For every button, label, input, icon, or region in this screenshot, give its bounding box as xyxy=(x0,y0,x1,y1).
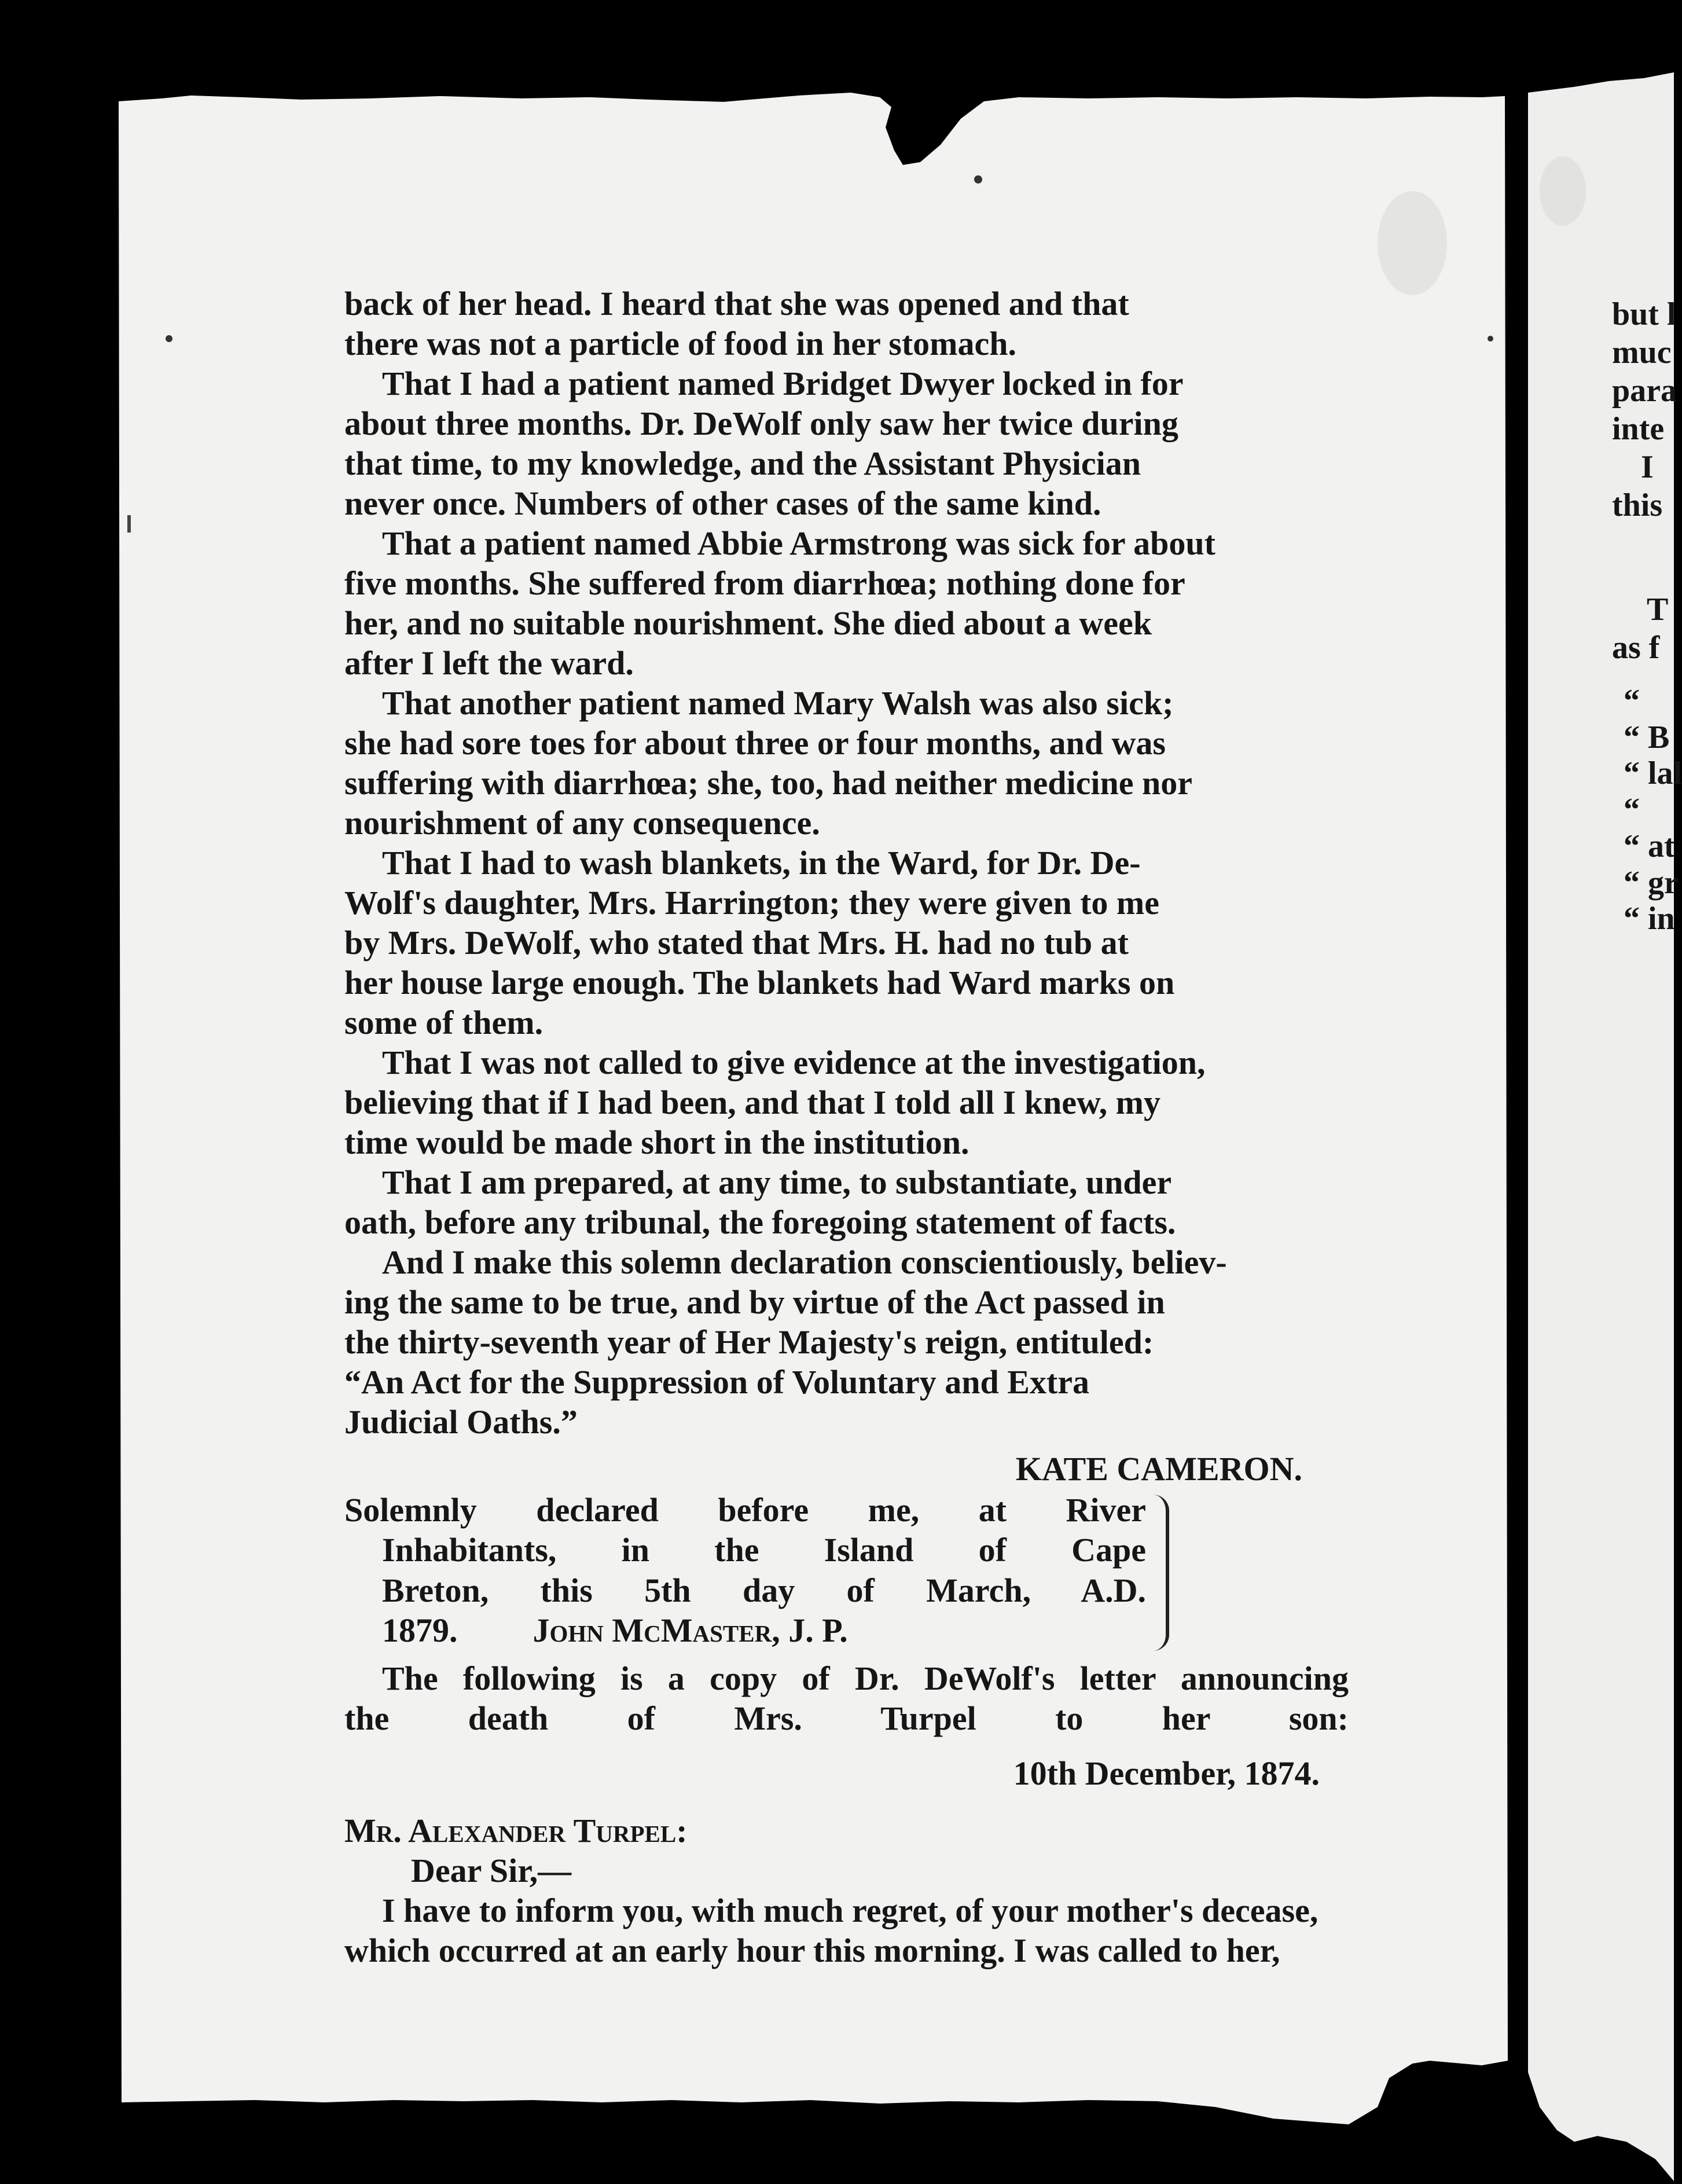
text-line: the death of Mrs. Turpel to her son: xyxy=(344,1699,1349,1737)
letter-addressee: Mr. Alexander Turpel: xyxy=(344,1811,688,1849)
declaration-line: Inhabitants, in the Island of Cape xyxy=(382,1531,1146,1569)
declaration-line: Solemnly declared before me, at River xyxy=(344,1491,1146,1529)
ink-speck xyxy=(974,175,982,183)
text-line: the thirty-seventh year of Her Majesty's reign, entituled: xyxy=(344,1323,1154,1361)
fragment-line: “ B xyxy=(1624,719,1670,755)
text-line: she had sore toes for about three or four months, and was xyxy=(344,724,1166,762)
text-line: That I had a patient named Bridget Dwyer locked in for xyxy=(382,365,1184,403)
fragment-line: “ xyxy=(1624,792,1640,828)
facing-page-fragment-b xyxy=(1612,590,1668,667)
text-line: that time, to my knowledge, and the Assistant Physician xyxy=(344,445,1141,483)
paragraph-5 xyxy=(344,843,1349,1043)
fragment-line: but l xyxy=(1612,296,1676,332)
paragraph-6 xyxy=(344,1043,1349,1162)
declaration-signoff xyxy=(344,1610,1146,1650)
signature: KATE CAMERON. xyxy=(1015,1450,1302,1488)
ink-speck xyxy=(127,515,131,533)
text-line: her, and no suitable nourishment. She died about a week xyxy=(344,604,1152,643)
text-line: Wolf's daughter, Mrs. Harrington; they were given to me xyxy=(344,884,1159,922)
fragment-line: “ xyxy=(1624,683,1640,719)
text-line: suffering with diarrhœa; she, too, had neither medicine nor xyxy=(344,764,1193,802)
text-line: about three months. Dr. DeWolf only saw her twice during xyxy=(344,405,1178,443)
paragraph-3 xyxy=(344,523,1349,683)
paper-stain xyxy=(1540,156,1586,226)
paragraph-8 xyxy=(344,1242,1349,1442)
text-line: nourishment of any consequence. xyxy=(344,804,820,842)
text-line: back of her head. I heard that she was opened and that xyxy=(344,285,1129,322)
letter-body xyxy=(344,1891,1349,1970)
fragment-line: I xyxy=(1641,449,1654,486)
declaration-block xyxy=(344,1490,1146,1650)
paragraph-7 xyxy=(344,1162,1349,1242)
fragment-line: this xyxy=(1612,487,1663,524)
declaration-year: 1879. xyxy=(382,1611,458,1649)
fragment-line: “ gr xyxy=(1624,864,1679,901)
letter-date: 10th December, 1874. xyxy=(1013,1754,1320,1792)
fragment-line: para xyxy=(1612,373,1677,409)
brace-mark xyxy=(1153,1495,1169,1651)
paragraph-2 xyxy=(344,364,1349,523)
text-line: by Mrs. DeWolf, who stated that Mrs. H. had no tub at xyxy=(344,924,1129,962)
justice-of-peace: John McMaster, J. P. xyxy=(532,1611,848,1649)
text-line: time would be made short in the institution. xyxy=(344,1124,969,1162)
text-line: some of them. xyxy=(344,1004,543,1042)
fragment-line: T xyxy=(1647,592,1669,627)
facing-page-fragment-a xyxy=(1612,295,1677,524)
text-line: That a patient named Abbie Armstrong was sick for about xyxy=(382,524,1215,563)
paragraph-4 xyxy=(344,683,1349,843)
text-line: That I was not called to give evidence at the investigation, xyxy=(382,1044,1206,1082)
text-line: Judicial Oaths.” xyxy=(344,1403,578,1441)
text-line: believing that if I had been, and that I told all I knew, my xyxy=(344,1084,1160,1122)
main-text-column xyxy=(344,284,1349,1970)
fragment-line: “ in xyxy=(1624,901,1675,937)
text-line: which occurred at an early hour this morning. I was called to her, xyxy=(344,1931,1280,1969)
text-line: The following is a copy of Dr. DeWolf's letter announcing xyxy=(382,1659,1349,1697)
fragment-line: muc xyxy=(1612,335,1672,371)
text-line: never once. Numbers of other cases of the same kind. xyxy=(344,484,1101,523)
text-line: That another patient named Mary Walsh was also sick; xyxy=(382,684,1174,722)
text-line: “An Act for the Suppression of Voluntary and Extra xyxy=(344,1363,1089,1401)
fragment-line: “ at xyxy=(1624,828,1675,864)
text-line: That I am prepared, at any time, to substantiate, under xyxy=(382,1163,1172,1202)
text-line: That I had to wash blankets, in the Ward, for Dr. De- xyxy=(382,844,1141,882)
declaration-line: Breton, this 5th day of March, A.D. xyxy=(382,1571,1146,1609)
text-line: And I make this solemn declaration conscientiously, believ- xyxy=(382,1243,1227,1282)
text-line: ing the same to be true, and by virtue of the Act passed in xyxy=(344,1283,1165,1322)
facing-page-fragment-c xyxy=(1624,683,1682,937)
ink-speck xyxy=(1488,336,1493,342)
text-line: there was not a particle of food in her stomach. xyxy=(344,325,1016,363)
fragment-line: as f xyxy=(1612,630,1660,666)
text-line: her house large enough. The blankets had Ward marks on xyxy=(344,964,1175,1002)
fragment-line: “ lal xyxy=(1624,755,1682,792)
letter-salutation: Dear Sir,— xyxy=(411,1851,572,1889)
text-line: I have to inform you, with much regret, of your mother's decease, xyxy=(382,1891,1319,1929)
paper-stain xyxy=(1378,191,1447,295)
fragment-line: inte xyxy=(1612,411,1665,447)
ink-speck xyxy=(166,335,172,342)
text-line: five months. She suffered from diarrhœa; nothing done for xyxy=(344,564,1185,603)
text-line: after I left the ward. xyxy=(344,644,634,682)
paragraph-1 xyxy=(344,284,1349,364)
text-line: oath, before any tribunal, the foregoing statement of facts. xyxy=(344,1203,1176,1242)
intro-paragraph xyxy=(344,1658,1349,1738)
